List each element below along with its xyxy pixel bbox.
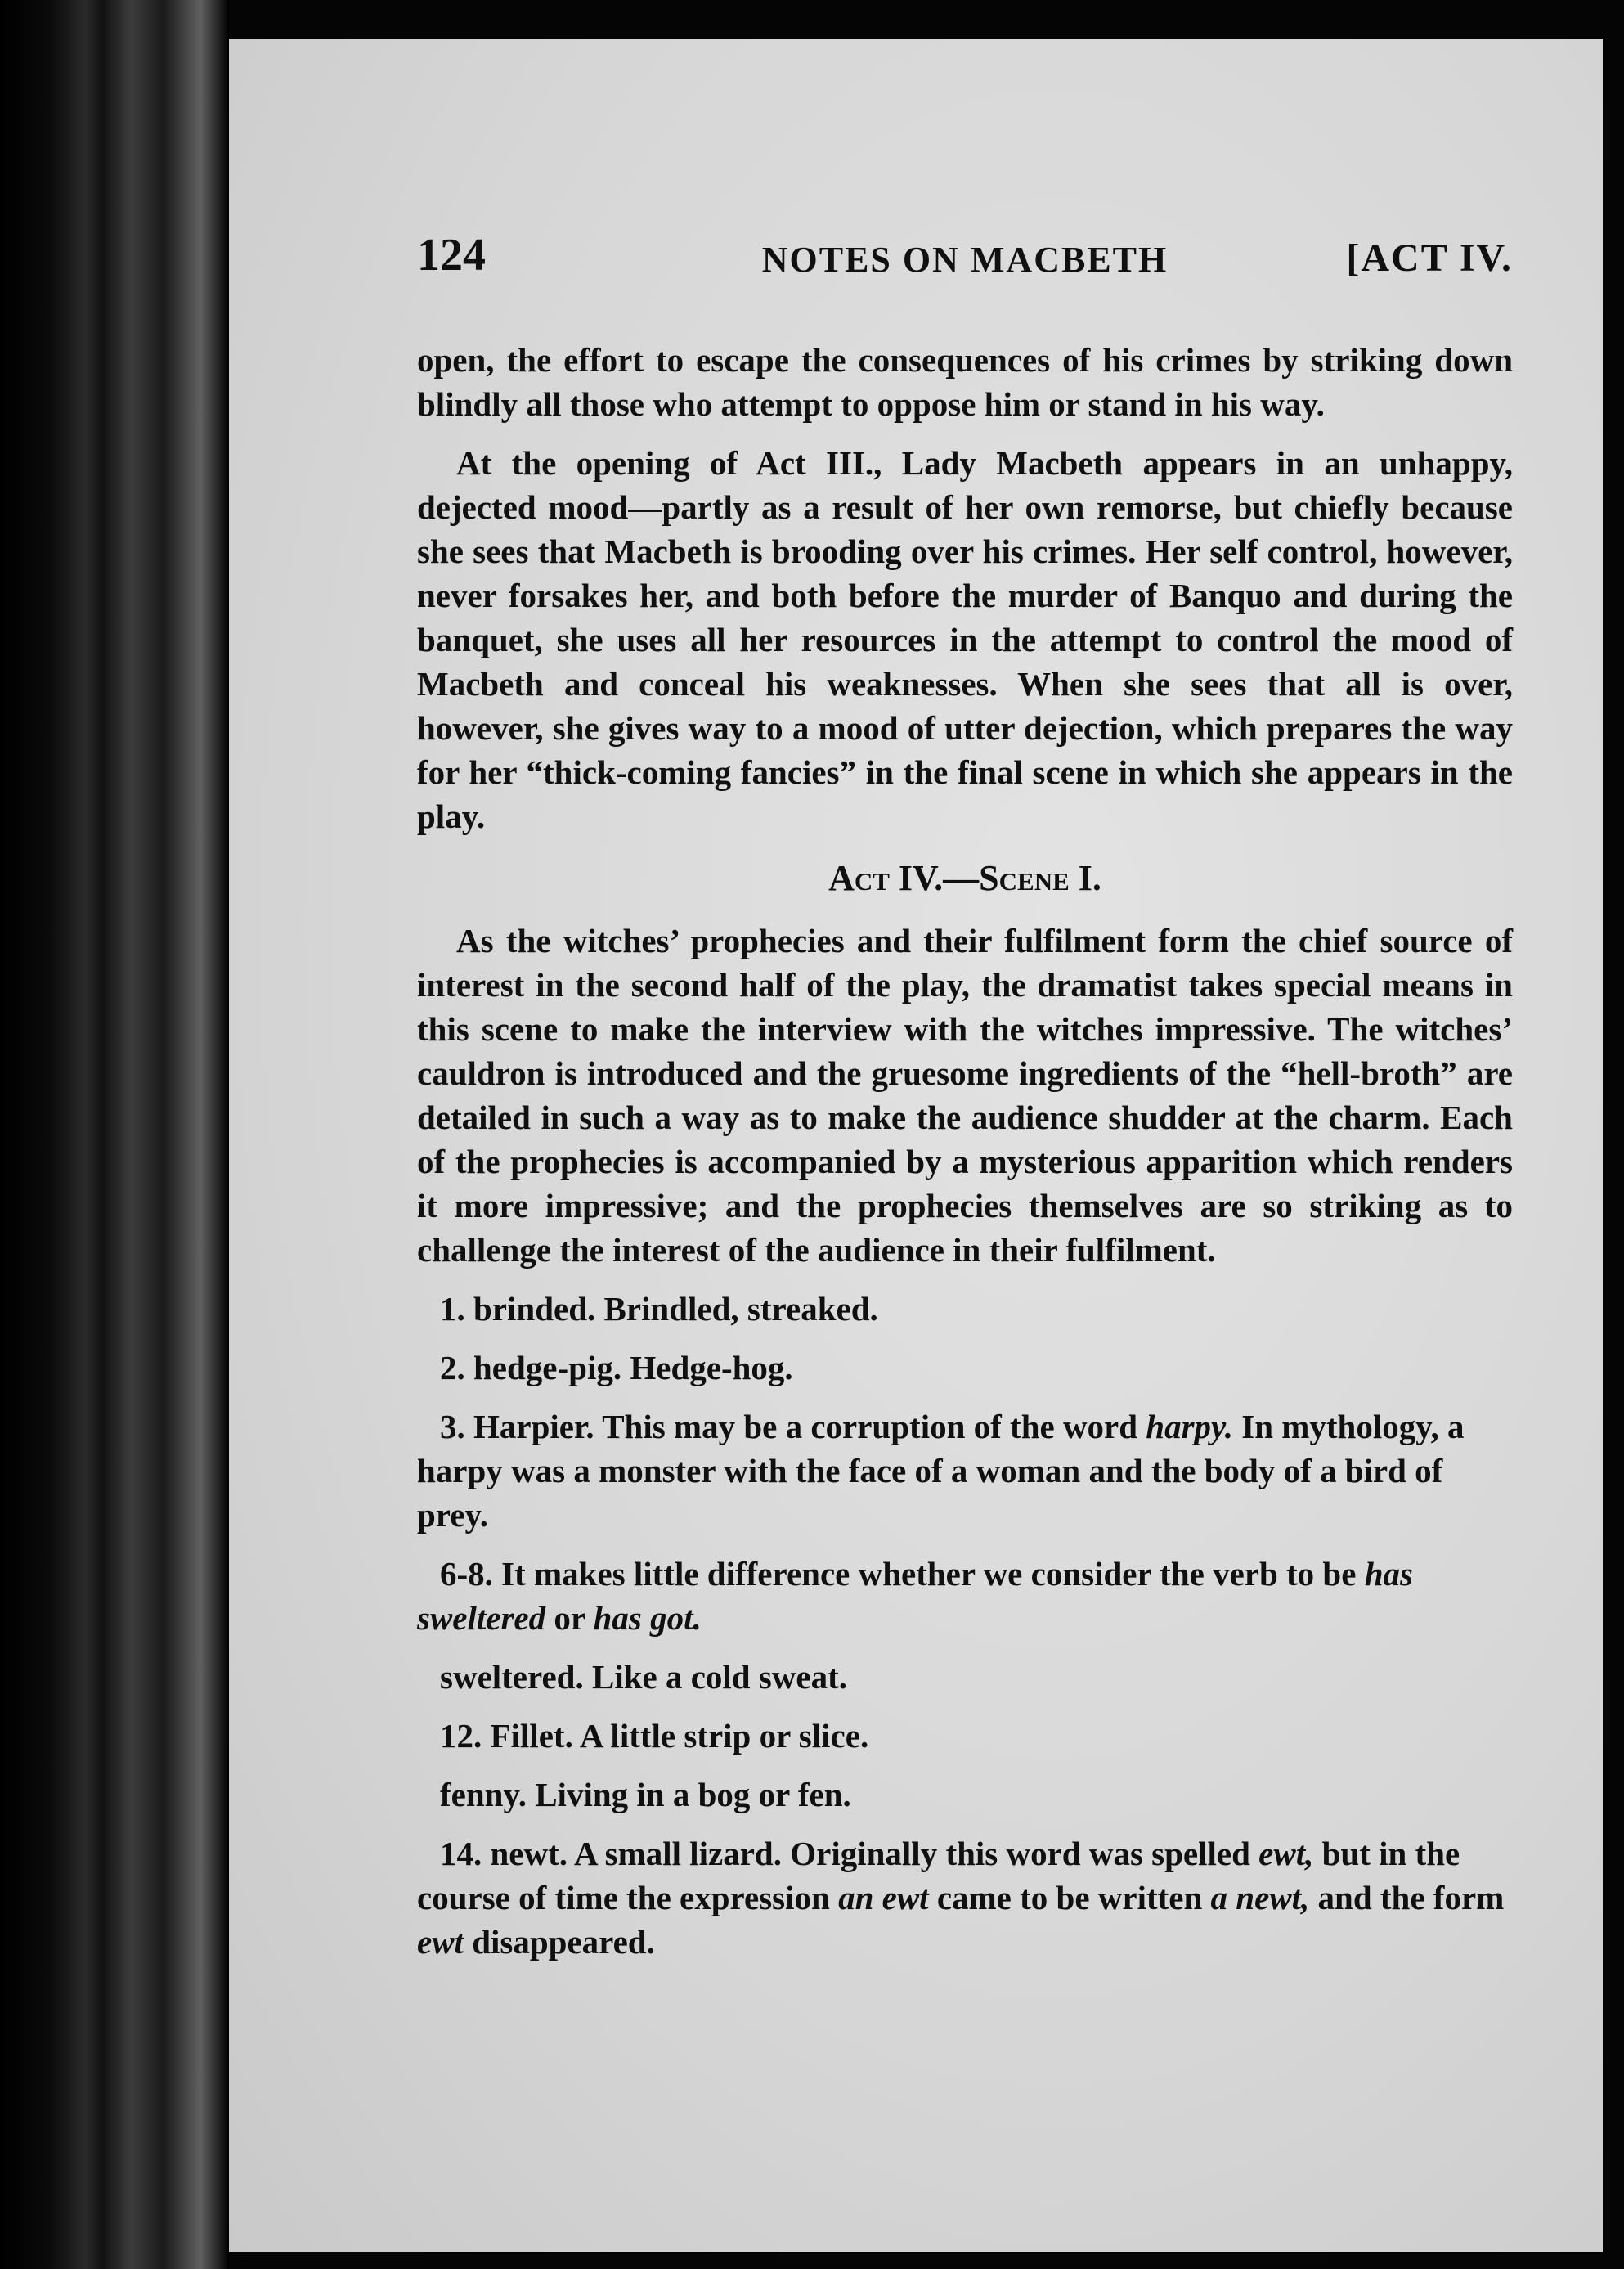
scene-heading: Act IV.—Scene I. xyxy=(828,858,1101,898)
note-text: This may be a corruption of the word xyxy=(602,1408,1138,1445)
note-term: sweltered. xyxy=(440,1658,584,1696)
paragraph-witches: As the witches’ prophecies and their fulfilment form the chief source of interest in the second half of the play, the dramatist takes special means in this scene to make the interview with the witches impressive. The witches’ cauldron is introduced and the gruesome ingredients of the “hell-broth” are detailed in such a way as to make the audience shudder at the charm. Each of the prophecies is accompanied by a mysterious apparition which renders it more impressive; and the prophecies themselves are so striking as to challenge the interest of the audience in their fulfilment. xyxy=(417,922,1513,1269)
book-page xyxy=(229,39,1603,2252)
note-term: 14. newt. xyxy=(440,1835,568,1872)
note-term: 12. Fillet. xyxy=(440,1717,573,1755)
note-text: Brindled, streaked. xyxy=(603,1290,878,1328)
note-italic: has got. xyxy=(593,1599,702,1637)
note-lines-6-8 xyxy=(417,1552,1513,1640)
note-term: 1. brinded. xyxy=(440,1290,596,1328)
note-term: 3. Harpier. xyxy=(440,1408,594,1445)
note-text: Like a cold sweat. xyxy=(591,1658,848,1696)
paragraph-continuation: open, the effort to escape the consequences of his crimes by striking down blindly all those who attempt to oppose him or stand in his way. xyxy=(417,341,1513,423)
note-text: In mythology, a harpy was a monster with the face of a woman and the body of a bird of prey. xyxy=(417,1408,1465,1534)
note-italic: ewt xyxy=(417,1923,464,1961)
note-text: Living in a bog or fen. xyxy=(535,1776,851,1813)
note-text: disappeared. xyxy=(472,1923,655,1961)
paragraph-lady-macbeth: At the opening of Act III., Lady Macbeth appears in an unhappy, dejected mood—partly as a result of her own remorse, but chiefly because she sees that Macbeth is brooding over his crimes. Her self control, however, never forsakes her, and both before the murder of Banquo and during the banquet, she uses all her resources in the attempt to control the mood of Macbeth and conceal his weaknesses. When she sees that all is over, however, she gives way to a mood of utter dejection, which prepares the way for her “thick-coming fancies” in the final scene in which she appears in the play. xyxy=(417,444,1513,835)
note-italic: an ewt xyxy=(838,1879,929,1916)
note-term: 6-8. xyxy=(440,1555,493,1593)
running-title: NOTES ON MACBETH xyxy=(761,240,1169,280)
note-text: and the form xyxy=(1317,1879,1505,1916)
page-header xyxy=(417,229,1513,294)
book-spine xyxy=(0,0,229,2269)
note-text: A small lizard. Originally this word was spelled xyxy=(574,1835,1250,1872)
note-italic: harpy. xyxy=(1146,1408,1233,1445)
note-text: came to be written xyxy=(936,1879,1203,1916)
note-text: Hedge-hog. xyxy=(630,1349,793,1386)
page-content xyxy=(417,338,1513,1979)
note-sweltered xyxy=(417,1655,1513,1699)
note-fillet xyxy=(417,1714,1513,1758)
note-text: or xyxy=(554,1599,585,1637)
note-fenny xyxy=(417,1773,1513,1817)
note-newt xyxy=(417,1831,1513,1964)
note-hedge-pig xyxy=(417,1346,1513,1390)
page-number: 124 xyxy=(417,230,486,281)
note-italic: has sweltered xyxy=(417,1555,1413,1637)
note-text: It makes little difference whether we consider the verb to be xyxy=(501,1555,1357,1593)
note-brinded xyxy=(417,1287,1513,1331)
note-text: A little strip or slice. xyxy=(579,1717,869,1755)
note-term: fenny. xyxy=(440,1776,527,1813)
note-italic: a newt, xyxy=(1210,1879,1310,1916)
note-text: but in the course of time the expression xyxy=(417,1835,1460,1916)
note-italic: ewt, xyxy=(1258,1835,1314,1872)
note-term: 2. hedge-pig. xyxy=(440,1349,622,1386)
act-marker: [ACT IV. xyxy=(1346,236,1513,280)
note-harpier xyxy=(417,1404,1513,1537)
